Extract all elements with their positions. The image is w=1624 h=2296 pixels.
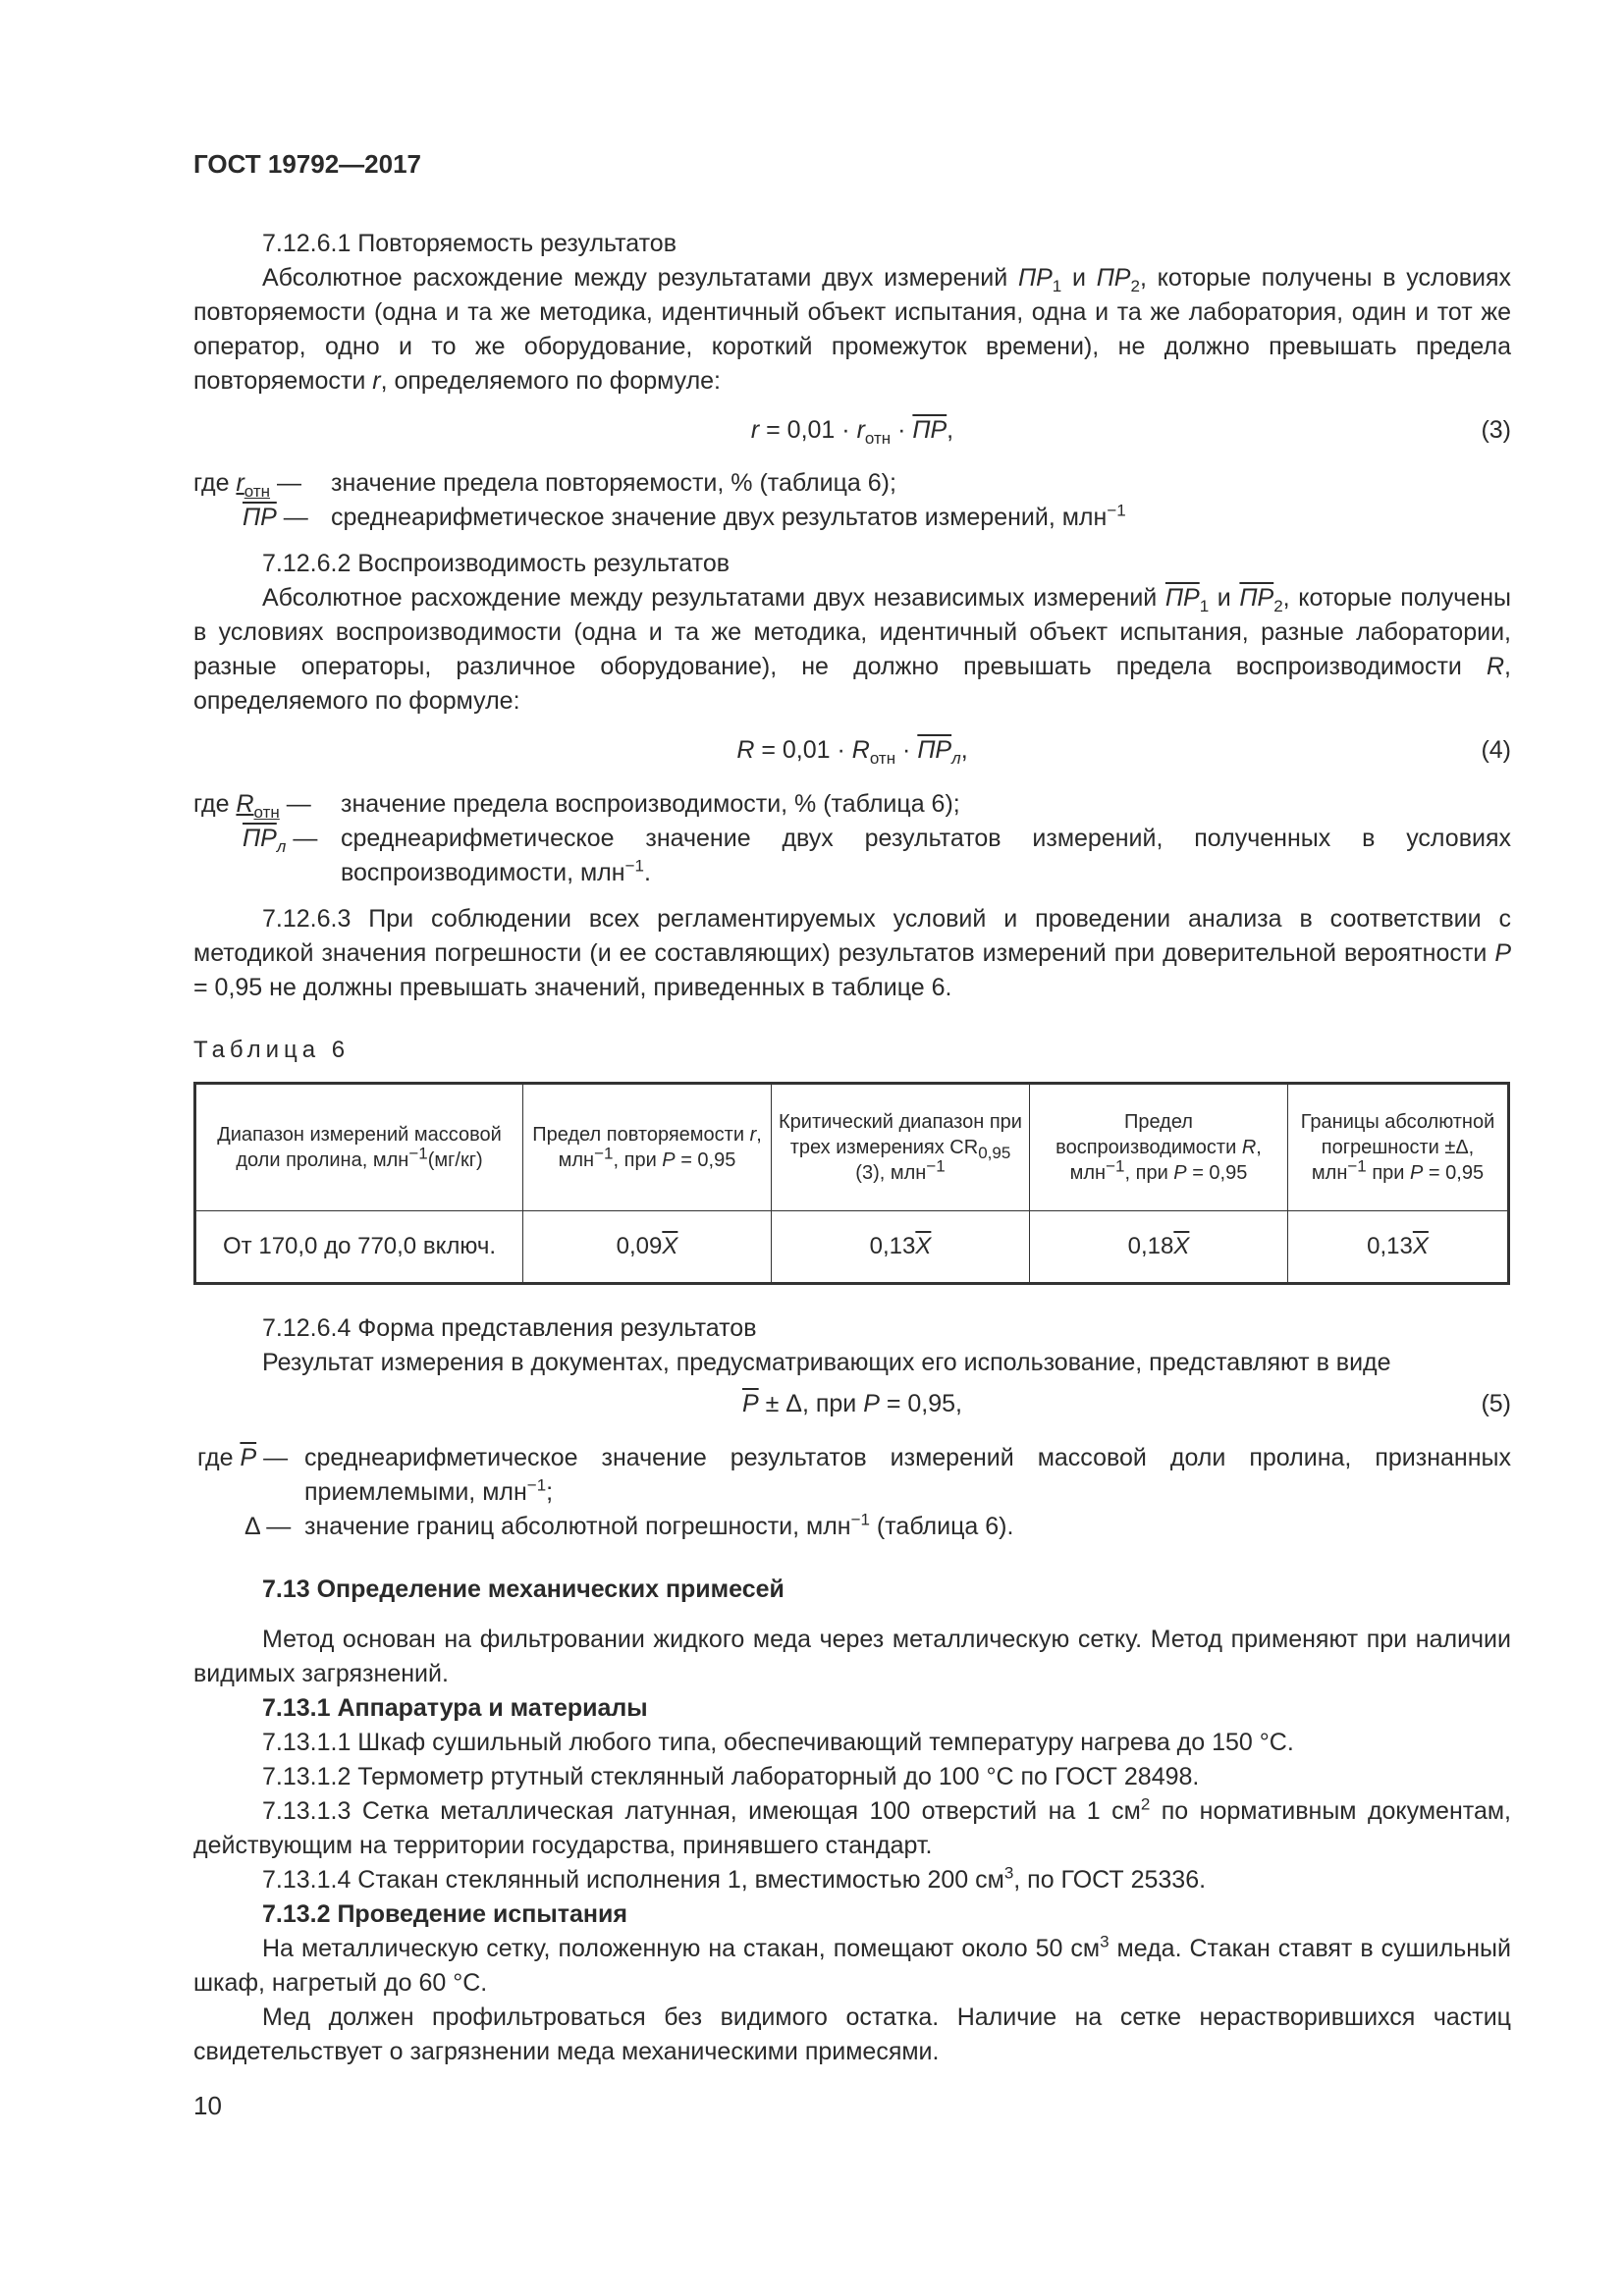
formula-5	[193, 1387, 1511, 1421]
text: и	[1061, 264, 1097, 292]
text: Границы абсолютной погрешности ±Δ, млн	[1300, 1111, 1495, 1184]
legend-row	[193, 1441, 1511, 1510]
subscript: л	[276, 837, 287, 856]
section-7-12-6-4	[193, 1311, 1511, 1380]
subsection-heading: 7.12.6.2 Воспроизводимость результатов	[262, 550, 731, 577]
table-header-cell	[1030, 1084, 1288, 1211]
symbol: ПР	[243, 825, 277, 852]
section-7-12-6-1	[193, 227, 1511, 399]
paragraph	[193, 1932, 1511, 2001]
legend-text: среднеарифметическое значение двух результатов измерений, млн	[331, 504, 1108, 531]
legend-row	[193, 822, 1511, 890]
legend-label	[193, 787, 339, 822]
legend-label	[244, 1510, 303, 1544]
symbol: P	[1173, 1162, 1187, 1184]
paragraph	[193, 902, 1511, 1005]
symbol: Δ	[244, 1513, 260, 1540]
table-row	[195, 1211, 1509, 1284]
text: где	[193, 469, 237, 497]
formula-3-legend	[193, 466, 1511, 535]
symbol: R	[1241, 1137, 1257, 1158]
formula-3	[193, 413, 1511, 448]
legend-text: значение границ абсолютной погрешности, млн	[304, 1513, 851, 1540]
text: (мг/кг)	[427, 1149, 483, 1171]
text: = 0,95 не должны превышать значений, приведенных в таблице 6.	[193, 974, 952, 1001]
formula-number: (5)	[1481, 1390, 1511, 1417]
symbol: ПР	[243, 504, 277, 531]
symbol: R	[851, 736, 870, 764]
text: = 0,95,	[879, 1390, 963, 1417]
text: 7.13.1.4 Стакан стеклянный исполнения 1, вместимостью 200 см	[262, 1866, 1004, 1894]
text: меда. Стакан ставят в сушильный шкаф, нагретый до 60 °С.	[193, 1935, 1511, 1997]
list-item	[193, 1794, 1511, 1863]
subscript: отн	[869, 749, 896, 768]
text: при	[1366, 1162, 1411, 1184]
symbol: r	[372, 367, 381, 395]
table-6	[193, 1082, 1510, 1285]
subsection-heading: 7.12.6.4 Форма представления результатов	[262, 1314, 757, 1342]
spacer	[193, 1607, 1511, 1623]
list-item: 7.13.1.1 Шкаф сушильный любого типа, обеспечивающий температуру нагрева до 150 °С.	[262, 1729, 1294, 1756]
legend-text	[304, 1441, 1511, 1510]
table-header-cell	[772, 1084, 1030, 1211]
table-header-cell	[195, 1084, 523, 1211]
text: где	[193, 790, 237, 818]
legend-row	[193, 787, 1511, 822]
text: , млн	[558, 1124, 762, 1171]
superscript: −1	[526, 1475, 547, 1495]
symbol: $\overline{P}$	[741, 1390, 759, 1417]
symbol: r	[856, 416, 865, 444]
superscript: −1	[850, 1510, 870, 1529]
legend-text	[341, 822, 1511, 890]
text: где	[197, 1444, 241, 1471]
symbol: ПР	[912, 416, 947, 444]
legend-label	[243, 501, 329, 535]
text: ± Δ, при	[758, 1390, 864, 1417]
legend-label	[197, 1441, 303, 1475]
legend-label	[243, 822, 339, 856]
superscript: −1	[1106, 1156, 1125, 1176]
text: —	[270, 469, 301, 497]
text: , при	[1124, 1162, 1174, 1184]
symbol: $\overline{X}$	[662, 1233, 678, 1259]
table-cell-range: От 170,0 до 770,0 включ.	[195, 1211, 523, 1284]
symbol: ПР	[1017, 264, 1053, 292]
formula-5-legend	[193, 1441, 1511, 1544]
table-cell	[772, 1211, 1030, 1284]
table-cell	[1030, 1211, 1288, 1284]
legend-text: значение предела повторяемости, % (таблица 6);	[331, 469, 896, 497]
text: = 0,01 ·	[754, 736, 852, 764]
superscript: 3	[1100, 1932, 1110, 1951]
text: —	[279, 790, 311, 818]
text: Абсолютное расхождение между результатами двух независимых измерений	[262, 584, 1165, 612]
text: , определяемого по формуле:	[380, 367, 722, 395]
subsection-heading: 7.12.6.1 Повторяемость результатов	[262, 230, 677, 257]
formula-4-legend	[193, 787, 1511, 890]
text: —	[276, 504, 308, 531]
section-7-12-6-3	[193, 902, 1511, 1005]
superscript: −1	[594, 1144, 614, 1163]
superscript: −1	[1347, 1156, 1367, 1176]
table-cell	[523, 1211, 772, 1284]
formula-number: (3)	[1481, 416, 1511, 444]
text: среднеарифметическое значение результатов измерений массовой доли пролина, признанных приемлемыми, млн	[304, 1444, 1511, 1506]
table-header-cell	[523, 1084, 772, 1211]
subscript: отн	[864, 429, 892, 448]
text: , определяемого по формуле:	[193, 653, 1511, 715]
symbol: P	[863, 1390, 880, 1417]
text: —	[256, 1444, 289, 1471]
section-7-12-6-2	[193, 547, 1511, 719]
page-number: 10	[193, 2091, 222, 2120]
text: , млн	[1069, 1137, 1262, 1184]
text: (3), млн	[855, 1162, 927, 1184]
text: 7.13.1.3 Сетка металлическая латунная, имеющая 100 отверстий на 1 см	[262, 1797, 1141, 1825]
text: На металлическую сетку, положенную на стакан, помещают около 50 см	[262, 1935, 1101, 1962]
list-item: 7.13.1.2 Термометр ртутный стеклянный лабораторный до 100 °С по ГОСТ 28498.	[262, 1763, 1200, 1790]
text: , которые получены в условиях воспроизводимости (одна и та же методика, идентичный объект испытания, разные лаборатории, разные операторы, различное оборудование), не должно превышать предела воспроизводимости	[193, 584, 1511, 680]
section-7-13	[193, 1573, 1511, 2069]
paragraph: Мед должен профильтроваться без видимого остатка. Наличие на сетке нерастворившихся частиц свидетельствует о загрязнении меда механическими примесями.	[193, 2003, 1511, 2065]
text: (таблица 6).	[869, 1513, 1014, 1540]
list-item	[193, 1863, 1511, 1897]
text: ;	[546, 1478, 554, 1506]
text: 7.12.6.3 При соблюдении всех регламентируемых условий и проведении анализа в соответствии с методикой значения погрешности (и ее составляющих) результатов измерений при доверительной вероятности	[193, 905, 1511, 967]
paragraph	[193, 581, 1511, 719]
symbol: r	[236, 469, 244, 497]
symbol: $\overline{X}$	[1173, 1233, 1190, 1259]
section-heading: 7.13 Определение механических примесей	[262, 1575, 785, 1603]
text: , которые получены в условиях повторяемости (одна и та же методика, идентичный объект испытания, одна и та же лаборатория, один и тот же оператор, одно и то же оборудование, короткий промежуток времени), не должно превышать предела повторяемости	[193, 264, 1512, 395]
value: 0,13	[869, 1233, 916, 1259]
text: = 0,95	[1186, 1162, 1248, 1184]
subsection-heading: 7.13.1 Аппаратура и материалы	[262, 1694, 648, 1722]
superscript: −1	[1107, 501, 1126, 520]
legend-text: значение предела воспроизводимости, % (таблица 6);	[341, 790, 960, 818]
text: Предел повторяемости	[532, 1124, 750, 1146]
subscript: отн	[244, 482, 271, 501]
symbol: P	[1410, 1162, 1424, 1184]
table-caption: Таблица 6	[193, 1037, 351, 1063]
table-header-cell	[1288, 1084, 1509, 1211]
legend-row	[193, 1510, 1511, 1544]
superscript: −1	[624, 856, 644, 876]
symbol: ПР	[1239, 584, 1274, 612]
subscript: 2	[1130, 277, 1140, 295]
superscript: −1	[408, 1144, 428, 1163]
text: .	[643, 859, 651, 886]
text: = 0,01 ·	[759, 416, 857, 444]
symbol: ПР	[1096, 264, 1131, 292]
text: ,	[960, 736, 968, 764]
legend-label	[193, 466, 329, 501]
subscript: 1	[1052, 277, 1062, 295]
legend-row	[193, 466, 1511, 501]
text: , по ГОСТ 25336.	[1013, 1866, 1207, 1894]
symbol: $\overline{P}$	[240, 1444, 257, 1471]
text: —	[259, 1513, 292, 1540]
subscript: 2	[1273, 597, 1283, 615]
paragraph: Метод основан на фильтровании жидкого меда через металлическую сетку. Метод применяют при наличии видимых загрязнений.	[193, 1626, 1511, 1687]
symbol: ПР	[917, 736, 952, 764]
text: ·	[895, 736, 918, 764]
text: ,	[947, 416, 954, 444]
formula-4	[193, 733, 1511, 768]
text: Предел воспроизводимости	[1056, 1111, 1242, 1158]
symbol: P	[1494, 939, 1511, 967]
symbol: R	[736, 736, 755, 764]
table-cell	[1288, 1211, 1509, 1284]
paragraph: Результат измерения в документах, предусматривающих его использование, представляют в виде	[262, 1349, 1391, 1376]
paragraph	[193, 261, 1511, 399]
text: , при	[613, 1149, 663, 1171]
table-header-row	[195, 1084, 1509, 1211]
text: по нормативным документам, действующим на территории государства, принявшего стандарт.	[193, 1797, 1511, 1859]
symbol: r	[750, 416, 760, 444]
text: = 0,95	[675, 1149, 736, 1171]
text: Диапазон измерений массовой доли пролина, млн	[217, 1124, 502, 1171]
subscript: отн	[253, 803, 280, 822]
symbol: $\overline{X}$	[1412, 1233, 1429, 1259]
symbol: R	[236, 790, 254, 818]
formula-number: (4)	[1481, 736, 1511, 764]
subscript: л	[951, 749, 961, 768]
symbol: R	[1486, 653, 1505, 680]
subsection-heading: 7.13.2 Проведение испытания	[262, 1900, 627, 1928]
value: 0,18	[1127, 1233, 1174, 1259]
superscript: 2	[1140, 1794, 1151, 1814]
symbol: r	[749, 1124, 757, 1146]
symbol: P	[662, 1149, 676, 1171]
text: = 0,95	[1423, 1162, 1485, 1184]
text: среднеарифметическое значение двух результатов измерений, полученных в условиях воспроизводимости, млн	[341, 825, 1511, 886]
subscript: 0,95	[978, 1144, 1011, 1162]
value: 0,09	[616, 1233, 663, 1259]
superscript: −1	[926, 1156, 946, 1176]
symbol: $\overline{X}$	[915, 1233, 932, 1259]
subscript: 1	[1199, 597, 1210, 615]
legend-row	[193, 501, 1511, 535]
text: Абсолютное расхождение между результатами двух измерений	[262, 264, 1018, 292]
text: Критический диапазон при трех измерениях CR	[779, 1111, 1022, 1158]
text: и	[1209, 584, 1240, 612]
text: —	[286, 825, 318, 852]
value: 0,13	[1367, 1233, 1413, 1259]
superscript: 3	[1003, 1863, 1014, 1883]
document-header: ГОСТ 19792—2017	[193, 149, 421, 179]
symbol: ПР	[1164, 584, 1200, 612]
text: ·	[891, 416, 913, 444]
